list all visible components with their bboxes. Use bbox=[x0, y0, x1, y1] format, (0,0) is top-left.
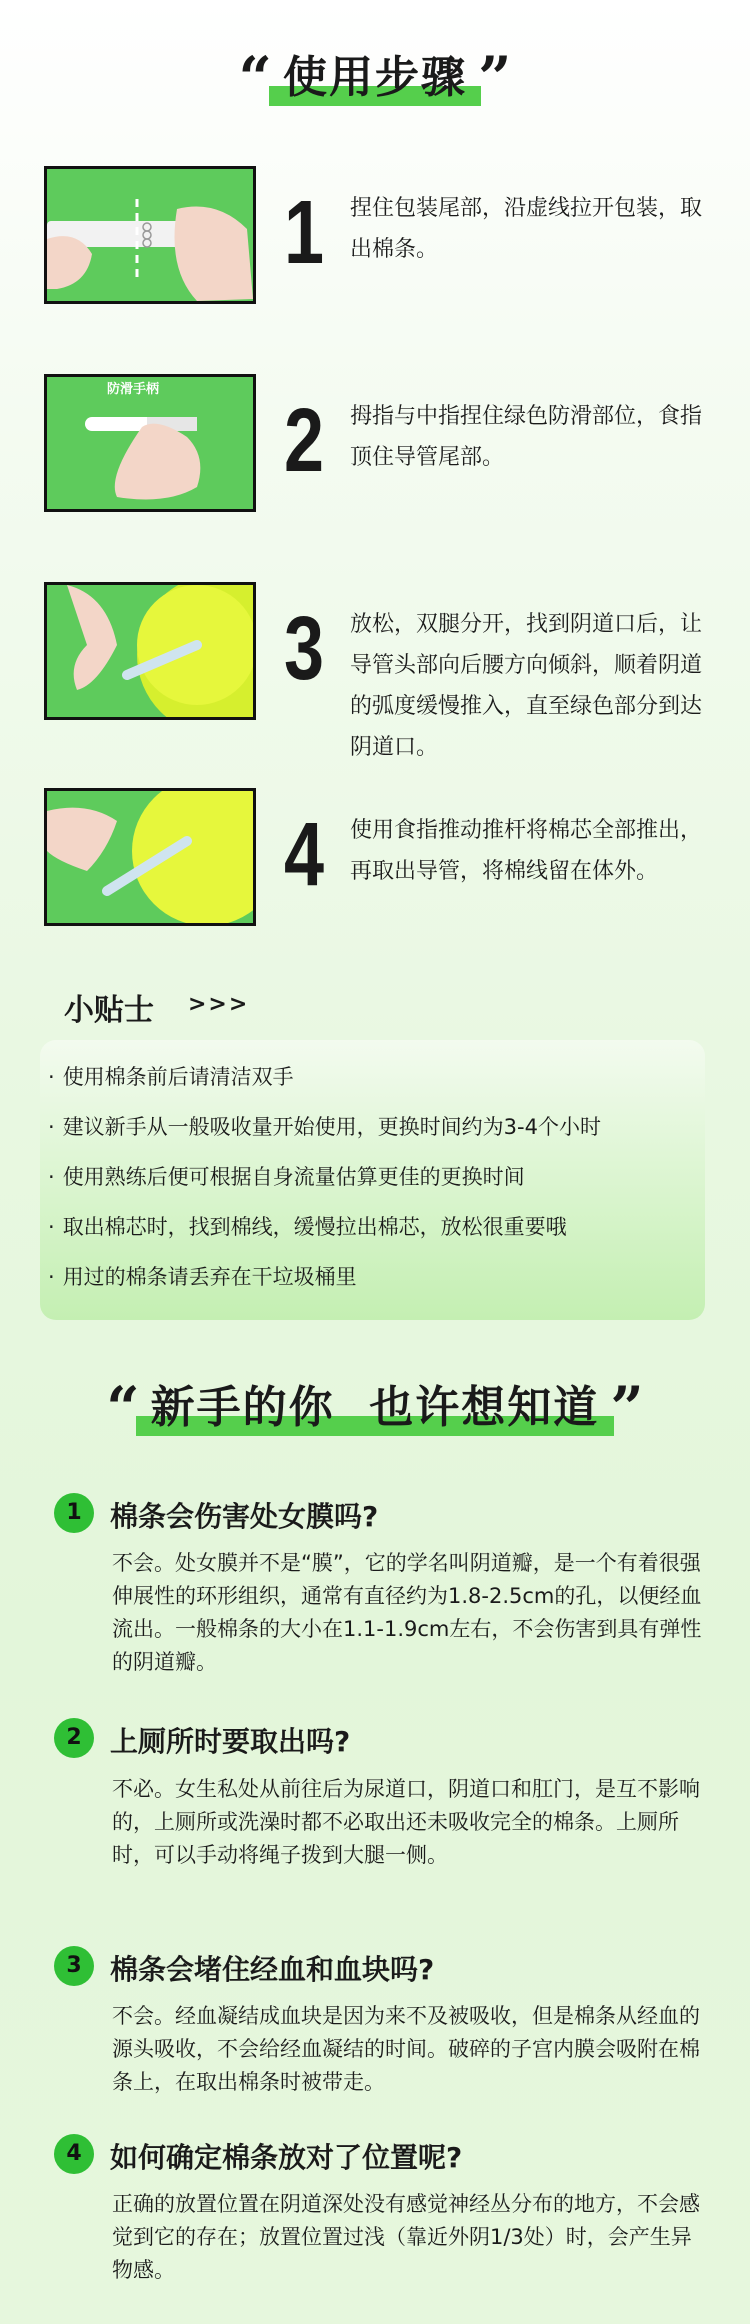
faq-question-text: 如何确定棉条放对了位置呢? bbox=[110, 2141, 463, 2174]
step-2-grip-label: 防滑手柄 bbox=[107, 382, 160, 397]
tips-panel bbox=[40, 1040, 705, 1320]
steps-title bbox=[0, 44, 750, 112]
tip-item: · 取出棉芯时，找到棉线，缓慢拉出棉芯，放松很重要哦 bbox=[48, 1202, 601, 1252]
step-1-description: 捏住包装尾部，沿虚线拉开包装，取出棉条。 bbox=[350, 196, 703, 262]
step-2 bbox=[44, 374, 724, 514]
faq-title bbox=[0, 1374, 750, 1442]
faq-answer-4: 正确的放置位置在阴道深处没有感觉神经丛分布的地方，不会感觉到它的存在；放置位置过浅（靠近外阴1/3处）时，会产生异物感。 bbox=[112, 2192, 700, 2282]
faq-answer-2: 不必。女生私处从前往后为尿道口，阴道口和肛门，是互不影响的，上厕所或洗澡时都不必取出还未吸收完全的棉条。上厕所时，可以手动将绳子拨到大腿一侧。 bbox=[112, 1777, 700, 1867]
tips-title: 小贴士 bbox=[64, 993, 154, 1028]
step-4-number: 4 bbox=[284, 805, 325, 905]
faq-number-badge: 1 bbox=[54, 1493, 94, 1533]
faq-question-text: 棉条会伤害处女膜吗? bbox=[110, 1500, 379, 1533]
close-quote: ” bbox=[610, 1374, 644, 1442]
steps-title-text: 使用步骤 bbox=[283, 52, 467, 103]
open-quote: “ bbox=[238, 44, 272, 112]
faq-number-badge: 3 bbox=[54, 1946, 94, 1986]
open-quote: “ bbox=[106, 1374, 140, 1442]
step-2-image bbox=[44, 374, 256, 512]
step-4 bbox=[44, 788, 724, 928]
tips-list bbox=[48, 1052, 601, 1302]
step-3-image bbox=[44, 582, 256, 720]
step-3-number: 3 bbox=[284, 599, 325, 699]
tip-item: · 用过的棉条请丢弃在干垃圾桶里 bbox=[48, 1252, 601, 1302]
faq-question-text: 棉条会堵住经血和血块吗? bbox=[110, 1953, 435, 1986]
tip-item: · 使用熟练后便可根据自身流量估算更佳的更换时间 bbox=[48, 1152, 601, 1202]
faq-number-badge: 2 bbox=[54, 1718, 94, 1758]
tip-item: · 使用棉条前后请清洁双手 bbox=[48, 1052, 601, 1102]
faq-answer-3: 不会。经血凝结成血块是因为来不及被吸收，但是棉条从经血的源头吸收，不会给经血凝结的时间。破碎的子宫内膜会吸附在棉条上，在取出棉条时被带走。 bbox=[112, 2004, 700, 2094]
step-2-description: 拇指与中指捏住绿色防滑部位，食指顶住导管尾部。 bbox=[350, 404, 703, 470]
step-3 bbox=[44, 582, 724, 760]
step-3-description: 放松，双腿分开，找到阴道口后，让导管头部向后腰方向倾斜，顺着阴道的弧度缓慢推入，直至绿色部分到达阴道口。 bbox=[350, 612, 703, 760]
faq-title-text: 新手的你 也许想知道 bbox=[150, 1382, 600, 1433]
step-1-image bbox=[44, 166, 256, 304]
step-4-description: 使用食指推动推杆将棉芯全部推出，再取出导管，将棉线留在体外。 bbox=[350, 818, 703, 884]
step-2-number: 2 bbox=[284, 391, 325, 491]
tip-item: · 建议新手从一般吸收量开始使用，更换时间约为3-4个小时 bbox=[48, 1102, 601, 1152]
faq-answer-1: 不会。处女膜并不是“膜”，它的学名叫阴道瓣，是一个有着很强伸展性的环形组织，通常有直径约为1.8-2.5cm的孔，以便经血流出。一般棉条的大小在1.1-1.9cm左右，不会伤害到具有弹性的阴道瓣。 bbox=[112, 1551, 702, 1674]
step-4-image bbox=[44, 788, 256, 926]
close-quote: ” bbox=[478, 44, 512, 112]
faq-number-badge: 4 bbox=[54, 2134, 94, 2174]
tips-arrow: >>> bbox=[188, 992, 250, 1017]
step-1-number: 1 bbox=[284, 183, 325, 283]
faq-question-text: 上厕所时要取出吗? bbox=[110, 1725, 351, 1758]
step-1 bbox=[44, 166, 724, 306]
